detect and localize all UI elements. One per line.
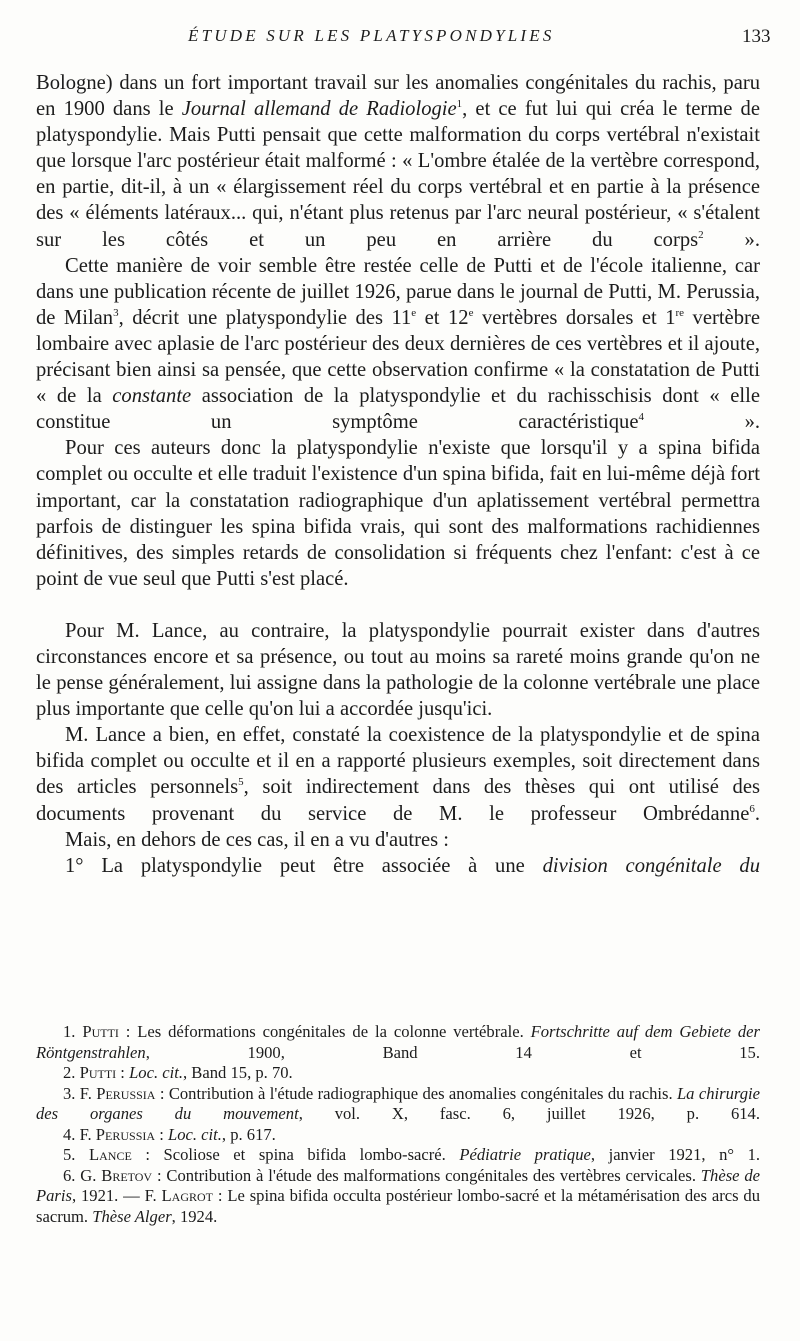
footnote-ref: 4: [638, 411, 644, 424]
footnote-ref: 1: [456, 98, 463, 111]
footnote-4: 4. F. Perussia : Loc. cit., p. 617.: [63, 1124, 276, 1144]
footnote-ref: 6: [749, 802, 755, 815]
footnote-3: 3. F. Perussia : Contribution à l'étude radiographique des anomalies congénitales du rachis. La chirurgie des organes du mouvement, vol. X, fasc. 6, juillet 1926, p. 614.: [36, 1083, 760, 1123]
footnote-ref: 5: [238, 776, 244, 789]
section-gap: [36, 592, 760, 618]
footnote-ref: 3: [113, 306, 119, 319]
body-text: [36, 70, 760, 879]
running-header: [0, 22, 800, 56]
footnotes: [36, 1022, 760, 1227]
paragraph-1: Bologne) dans un fort important travail sur les anomalies congénitales du rachis, paru en 1900 dans le Journal allemand de Radiologie$^1$, et ce fut lui qui créa le terme de platyspondylie. Mais Putti pensait que cette malformation du corps vertébral n'existait que lorsque l'arc postérieur était malformé : « L'ombre étalée de la vertèbre correspond, en partie, dit-il, à un « élargissement réel du corps vertébral et en partie à la présence des « éléments latéraux... qui, n'étant plus retenus par l'arc neural postérieur, « s'étalent sur les côtés et un peu en arrière du corps$^2$ ».: [36, 72, 760, 251]
paragraph-4: Pour M. Lance, au contraire, la platyspondylie pourrait exister dans d'autres circonstances encore et sa présence, ou tout au moins sa rareté moins grande qu'on ne le pense généralement, lui assigne dans la pathologie de la colonne vertébrale une place plus importante que celle qu'on lui a accordée jusqu'ici.: [36, 619, 760, 721]
paragraph-7: 1° La platyspondylie peut être associée à une division congénitale du: [65, 854, 760, 877]
footnote-2: 2. Putti : Loc. cit., Band 15, p. 70.: [63, 1063, 293, 1082]
running-title: ÉTUDE SUR LES PLATYSPONDYLIES: [188, 26, 555, 45]
footnote-1: 1. Putti : Les déformations congénitales de la colonne vertébrale. Fortschritte auf dem Gebiete der Röntgenstrahlen, 1900, Band 14 et 15.: [36, 1022, 761, 1062]
paragraph-6: Mais, en dehors de ces cas, il en a vu d'autres :: [65, 828, 450, 851]
paragraph-3: Pour ces auteurs donc la platyspondylie n'existe que lorsqu'il y a spina bifida complet ou occulte et elle traduit l'existence d'un spina bifida, fait en lui-même déjà fort important, car la constatation radiographique d'un aplatissement vertébral permettra parfois de distinguer les spina bifida vrais, qui sont des malformations rachidiennes définitives, des simples retards de consolidation si fréquents chez l'enfant: c'est à ce point de vue seul que Putti s'est placé.: [36, 437, 760, 590]
footnote-5: 5. Lance : Scoliose et spina bifida lombo-sacré. Pédiatrie pratique, janvier 1921, n° 1.: [63, 1145, 761, 1164]
footnote-6: 6. G. Bretov : Contribution à l'étude des malformations congénitales des vertèbres cervicales. Thèse de Paris, 1921. — F. Lagrot : Le spina bifida occulta postérieur lombo-sacré et la métamérisation des arcs du sacrum. Thèse Alger, 1924.: [36, 1165, 761, 1226]
paragraph-5: M. Lance a bien, en effet, constaté la coexistence de la platyspondylie et de spina bifida complet ou occulte et il en a rapporté plusieurs exemples, soit directement dans des articles personnels$^5$, soit indirectement dans des thèses qui ont utilisé des documents provenant du service de M. le professeur Ombrédanne$^6$.: [36, 724, 760, 825]
paragraph-2: Cette manière de voir semble être restée celle de Putti et de l'école italienne, car dans une publication récente de juillet 1926, parue dans le journal de Putti, M. Perussia, de Milan$^3$, décrit une platyspondylie des 11e et 12e vertèbres dorsales et 1re vertèbre lombaire avec aplasie de l'arc postérieur des deux dernières de ces vertèbres et il ajoute, précisant bien ainsi sa pensée, que cette observation confirme « la constatation de Putti « de la constante association de la platyspondylie et du rachisschisis dont « elle constitue un symptôme caractéristique$^4$ ».: [36, 254, 761, 434]
journal-title: Journal allemand de Radiologie: [181, 98, 457, 121]
page-number: 133: [742, 26, 771, 47]
footnote-ref: 2: [698, 228, 704, 241]
